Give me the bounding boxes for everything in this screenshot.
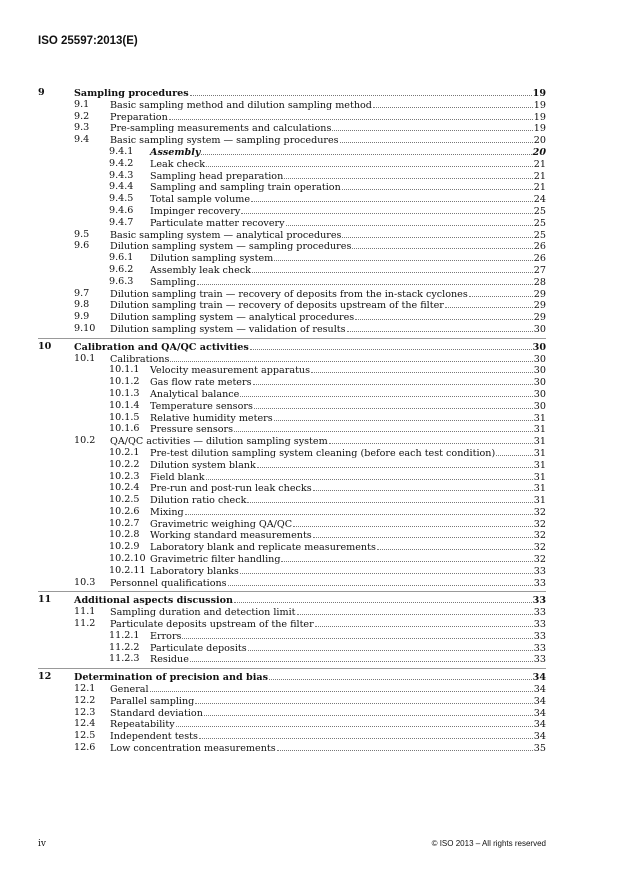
toc-entry-number: 10 [38,340,52,352]
toc-entry-number: 9.1 [74,98,90,110]
page-number: iv [38,839,46,849]
toc-entry-title: Basic sampling method and dilution sampling method [110,99,372,111]
toc-entry-page: 19 [533,111,546,123]
toc-entry-page: 34 [533,719,546,731]
toc-entry-title: Particulate deposits [150,642,247,654]
dot-leader [445,299,533,308]
toc-entry-page: 21 [533,158,546,170]
dot-leader [257,459,533,468]
toc-entry-title: Additional aspects discussion [74,595,233,607]
dot-leader [204,707,533,716]
toc-entry-page: 33 [533,607,546,619]
toc-entry-title: Particulate matter recovery [150,217,285,229]
toc-entry-number: 10.2.5 [109,494,140,506]
dot-leader [197,276,533,285]
toc-entry-page: 25 [533,229,546,241]
toc-entry[interactable] [38,518,546,530]
toc-entry[interactable] [38,311,546,323]
dot-leader [254,400,533,409]
toc-entry-page: 32 [533,518,546,530]
dot-leader [206,471,533,480]
dot-leader [313,482,533,491]
toc-entry-title: Pre-sampling measurements and calculations [110,123,332,135]
toc-entry-page: 31 [533,471,546,483]
toc-entry-number: 11.2 [74,618,96,630]
dot-leader [190,653,533,662]
toc-entry[interactable] [38,671,546,683]
toc-entry-title: Determination of precision and bias [74,672,268,684]
toc-entry-title: Assembly [150,146,201,158]
document-id: ISO 25597:2013(E) [38,35,138,47]
dot-leader [293,518,533,527]
toc-entry-page: 33 [533,654,546,666]
dot-leader [250,341,532,350]
toc-entry-number: 9 [38,87,45,98]
toc-entry-page: 29 [533,288,546,300]
toc-entry-title: Dilution sampling system — validation of results [110,323,346,335]
toc-entry-page: 19 [532,88,546,99]
toc-entry-page: 33 [533,565,546,577]
toc-entry-page: 19 [533,123,546,135]
toc-entry[interactable] [38,364,546,376]
toc-entry-page: 29 [533,312,546,324]
dot-leader [329,435,533,444]
toc-entry-number: 9.5 [74,228,90,240]
toc-entry-page: 30 [532,341,546,353]
toc-entry-title: Leak check [150,158,206,170]
dot-leader [240,565,533,574]
toc-entry-title: Basic sampling system — sampling procedures [110,135,339,147]
toc-entry-title: Sampling [150,276,196,288]
dot-leader [169,111,533,120]
toc-entry-title: Mixing [150,506,184,518]
section-divider [38,591,546,592]
dot-leader [286,217,533,226]
toc-entry-number: 9.4.4 [109,181,134,193]
toc-entry[interactable] [38,217,546,229]
toc-entry[interactable] [38,594,546,606]
toc-entry[interactable] [38,423,546,435]
toc-entry-page: 32 [533,530,546,542]
toc-entry-title: Dilution sampling train — recovery of deposits upstream of the filter [110,300,444,312]
toc-entry-number: 12.5 [74,730,96,742]
toc-entry-title: QA/QC activities — dilution sampling system [110,436,328,448]
toc-entry-page: 28 [533,276,546,288]
dot-leader [347,323,533,332]
toc-entry-number: 12.1 [74,683,96,695]
toc-entry-label [110,323,546,336]
toc-entry-number: 10.1.1 [109,364,140,376]
toc-entry-number: 10.1.5 [109,411,140,423]
toc-entry-number: 11.2.1 [109,629,140,641]
toc-entry[interactable] [38,193,546,205]
toc-entry[interactable] [38,695,546,707]
toc-entry[interactable] [38,482,546,494]
toc-entry[interactable] [38,618,546,630]
toc-entry[interactable] [38,718,546,730]
toc-entry-title: Personnel qualifications [110,577,227,589]
toc-entry-number: 10.1.3 [109,387,140,399]
toc-entry-title: Analytical balance [150,388,240,400]
dot-leader [311,364,533,373]
dot-leader [247,494,532,503]
dot-leader [313,529,533,538]
toc-entry-page: 34 [533,731,546,743]
dot-leader [150,683,533,692]
toc-entry-number: 10.2.11 [109,564,146,576]
toc-entry-title: Pre-run and post-run leak checks [150,483,312,495]
toc-entry[interactable] [38,506,546,518]
toc-entry-page: 31 [533,459,546,471]
toc-entry-title: Low concentration measurements [110,743,276,755]
dot-leader [248,642,533,651]
toc-entry-title: Dilution sampling system [150,253,274,265]
toc-entry[interactable] [38,376,546,388]
toc-entry-number: 9.3 [74,122,90,134]
toc-entry-number: 9.10 [74,322,96,334]
toc-entry-page: 33 [532,595,546,607]
toc-entry-page: 31 [533,495,546,507]
toc-entry-page: 32 [533,554,546,566]
toc-entry-title: Gravimetric filter handling [150,554,281,566]
toc-entry[interactable] [38,181,546,193]
toc-entry[interactable] [38,205,546,217]
toc-entry-title: Sampling head preparation [150,170,284,182]
toc-entry-page: 34 [533,684,546,696]
toc-entry-page: 30 [533,365,546,377]
dot-leader [274,252,533,261]
dot-leader [170,353,532,362]
toc-entry-title: Independent tests [110,731,198,743]
toc-entry-page: 31 [533,483,546,495]
toc-entry-title: Sampling duration and detection limit [110,607,296,619]
dot-leader [190,87,532,96]
toc-entry-number: 9.6.2 [109,263,134,275]
toc-entry[interactable] [38,276,546,288]
toc-entry-page: 20 [533,135,546,147]
toc-entry-page: 35 [533,743,546,755]
toc-entry-title: Calibration and QA/QC activities [74,341,249,353]
toc-entry[interactable] [38,323,546,335]
toc-entry-page: 32 [533,542,546,554]
toc-entry[interactable] [38,541,546,553]
toc-entry-number: 11.2.3 [109,653,140,665]
toc-entry[interactable] [38,264,546,276]
dot-leader [352,240,532,249]
toc-entry-page: 34 [533,707,546,719]
toc-entry[interactable] [38,353,546,365]
toc-entry-page: 33 [533,619,546,631]
toc-entry-number: 9.6 [74,240,90,252]
toc-entry[interactable] [38,99,546,111]
toc-entry-title: Dilution ratio check [150,495,247,507]
toc-entry-title: Dilution sampling train — recovery of deposits from the in-stack cyclones [110,288,468,300]
toc-entry[interactable] [38,529,546,541]
dot-leader [176,718,533,727]
toc-entry-page: 31 [533,436,546,448]
toc-entry[interactable] [38,435,546,447]
toc-entry-title: Repeatability [110,719,175,731]
dot-leader [185,506,533,515]
toc-entry[interactable] [38,87,546,99]
toc-entry[interactable] [38,459,546,471]
toc-entry-title: Impinger recovery [150,205,241,217]
toc-entry-number: 10.2.9 [109,541,140,553]
toc-entry-title: Parallel sampling [110,695,195,707]
copyright-notice: © ISO 2013 – All rights reserved [431,839,546,848]
toc-entry[interactable] [38,683,546,695]
toc-entry-page: 25 [533,205,546,217]
toc-entry-page: 30 [533,323,546,335]
dot-leader [377,541,533,550]
toc-entry-label [110,577,546,590]
toc-entry-number: 9.4.2 [109,157,134,169]
toc-entry[interactable] [38,299,546,311]
toc-entry-number: 10.1.4 [109,399,140,411]
toc-entry-number: 12.3 [74,706,96,718]
toc-entry[interactable] [38,412,546,424]
toc-entry-title: Errors [150,630,182,642]
toc-entry-page: 30 [533,388,546,400]
toc-entry-title: Relative humidity meters [150,412,273,424]
toc-entry-number: 9.9 [74,311,90,323]
dot-leader [199,730,533,739]
toc-entry-title: Dilution sampling system — analytical procedures [110,312,355,324]
toc-entry[interactable] [38,341,546,353]
toc-entry-title: Temperature sensors [150,400,253,412]
toc-entry-number: 11.1 [74,606,96,618]
toc-entry[interactable] [38,642,546,654]
toc-entry-title: Calibrations [110,353,170,365]
toc-entry-page: 27 [533,264,546,276]
toc-entry-title: Particulate deposits upstream of the filter [110,619,314,631]
toc-entry[interactable] [38,447,546,459]
toc-entry-number: 9.4.3 [109,169,134,181]
dot-leader [340,134,533,143]
toc-entry[interactable] [38,494,546,506]
toc-entry-page: 30 [533,400,546,412]
dot-leader [342,229,532,238]
toc-entry[interactable] [38,630,546,642]
toc-entry-page: 24 [533,194,546,206]
dot-leader [195,695,532,704]
toc-entry-number: 9.6.3 [109,275,134,287]
toc-entry-title: Residue [150,654,189,666]
toc-entry-page: 21 [533,170,546,182]
toc-entry-label [150,653,546,666]
dot-leader [277,742,533,751]
toc-entry-page: 19 [533,99,546,111]
toc-entry[interactable] [38,288,546,300]
toc-entry-number: 9.4.6 [109,204,134,216]
toc-entry[interactable] [38,400,546,412]
dot-leader [241,205,533,214]
toc-entry-title: Working standard measurements [150,530,312,542]
dot-leader [284,170,533,179]
dot-leader [281,553,532,562]
toc-entry-number: 10.2 [74,435,96,447]
toc-entry[interactable] [38,111,546,123]
toc-entry-title: Gravimetric weighing QA/QC [150,518,293,530]
dot-leader [496,447,533,456]
toc-entry[interactable] [38,240,546,252]
toc-entry[interactable] [38,229,546,241]
toc-entry-number: 9.4.5 [109,193,134,205]
toc-entry-title: Standard deviation [110,707,203,719]
toc-entry-number: 10.2.1 [109,446,140,458]
toc-entry-title: Sampling and sampling train operation [150,182,341,194]
toc-entry-title: Gas flow rate meters [150,377,252,389]
toc-entry[interactable] [38,565,546,577]
table-of-contents [38,87,546,754]
dot-leader [355,311,533,320]
toc-entry-number: 10.3 [74,576,96,588]
toc-entry-title: Assembly leak check [150,264,251,276]
toc-entry-page: 33 [533,577,546,589]
toc-entry-title: Basic sampling system — analytical procedures [110,229,342,241]
toc-entry-title: Preparation [110,111,168,123]
toc-entry-page: 34 [533,695,546,707]
dot-leader [469,288,533,297]
toc-entry[interactable] [38,742,546,754]
toc-entry-number: 10.1.2 [109,376,140,388]
toc-entry-page: 21 [533,182,546,194]
toc-entry-title: General [110,684,149,696]
toc-entry-number: 12.4 [74,718,96,730]
toc-entry-title: Sampling procedures [74,88,189,99]
toc-entry-page: 31 [533,412,546,424]
dot-leader [228,577,533,586]
toc-entry-number: 9.8 [74,299,90,311]
toc-entry-title: Total sample volume [150,194,251,206]
toc-entry[interactable] [38,158,546,170]
toc-entry-title: Laboratory blank and replicate measurements [150,542,376,554]
toc-entry[interactable] [38,252,546,264]
dot-leader [269,671,532,680]
toc-entry-number: 10.1.6 [109,423,140,435]
toc-entry-number: 9.4.7 [109,216,134,228]
toc-entry-number: 12 [38,671,52,683]
toc-entry-page: 26 [533,241,546,253]
toc-entry-number: 10.2.2 [109,458,140,470]
toc-entry-number: 12.6 [74,742,96,754]
toc-entry-page: 30 [533,353,546,365]
dot-leader [252,264,533,273]
toc-entry-page: 33 [533,630,546,642]
dot-leader [373,99,533,108]
toc-entry-number: 10.2.7 [109,517,140,529]
dot-leader [234,423,533,432]
dot-leader [315,618,533,627]
toc-entry-title: Pressure sensors [150,424,234,436]
toc-entry-number: 10.2.10 [109,553,146,565]
dot-leader [297,606,533,615]
toc-entry-title: Laboratory blanks [150,565,239,577]
dot-leader [182,630,532,639]
toc-entry[interactable] [38,146,546,158]
toc-entry[interactable] [38,606,546,618]
toc-entry-title: Dilution system blank [150,459,256,471]
toc-entry-number: 9.6.1 [109,252,134,264]
toc-entry-page: 29 [533,300,546,312]
toc-entry-number: 9.4 [74,134,90,146]
toc-entry[interactable] [38,553,546,565]
toc-entry[interactable] [38,653,546,665]
toc-entry[interactable] [38,707,546,719]
toc-entry[interactable] [38,170,546,182]
toc-entry[interactable] [38,388,546,400]
dot-leader [240,388,532,397]
toc-entry-page: 25 [533,217,546,229]
toc-entry[interactable] [38,134,546,146]
toc-entry-title: Field blank [150,471,205,483]
dot-leader [332,122,532,131]
toc-entry-page: 31 [533,447,546,459]
toc-entry-page: 33 [533,642,546,654]
dot-leader [251,193,533,202]
toc-entry-page: 31 [533,424,546,436]
toc-entry-number: 10.2.6 [109,505,140,517]
dot-leader [253,376,533,385]
dot-leader [201,146,531,155]
toc-entry[interactable] [38,730,546,742]
toc-entry-page: 34 [532,672,546,684]
toc-entry[interactable] [38,577,546,589]
toc-entry-number: 9.2 [74,110,90,122]
toc-entry-number: 9.4.1 [109,145,134,157]
section-divider [38,338,546,339]
toc-entry-number: 12.2 [74,694,96,706]
toc-entry-number: 11 [38,594,52,606]
toc-entry-title: Velocity measurement apparatus [150,365,311,377]
toc-entry-number: 11.2.2 [109,641,140,653]
toc-entry-title: Pre-test dilution sampling system cleaning (before each test condition) [150,447,496,459]
dot-leader [206,158,533,167]
toc-entry[interactable] [38,471,546,483]
toc-entry-number: 9.7 [74,287,90,299]
dot-leader [342,181,533,190]
toc-entry-page: 32 [533,506,546,518]
toc-entry[interactable] [38,122,546,134]
toc-entry-title: Dilution sampling system — sampling procedures [110,241,352,253]
toc-entry-number: 10.1 [74,352,96,364]
dot-leader [274,412,533,421]
section-divider [38,668,546,669]
toc-entry-number: 10.2.8 [109,529,140,541]
toc-entry-page: 30 [533,377,546,389]
toc-entry-number: 10.2.4 [109,482,140,494]
toc-entry-label [110,742,546,755]
dot-leader [234,594,532,603]
toc-entry-page: 26 [533,253,546,265]
toc-entry-number: 10.2.3 [109,470,140,482]
toc-entry-page: 20 [532,146,546,158]
